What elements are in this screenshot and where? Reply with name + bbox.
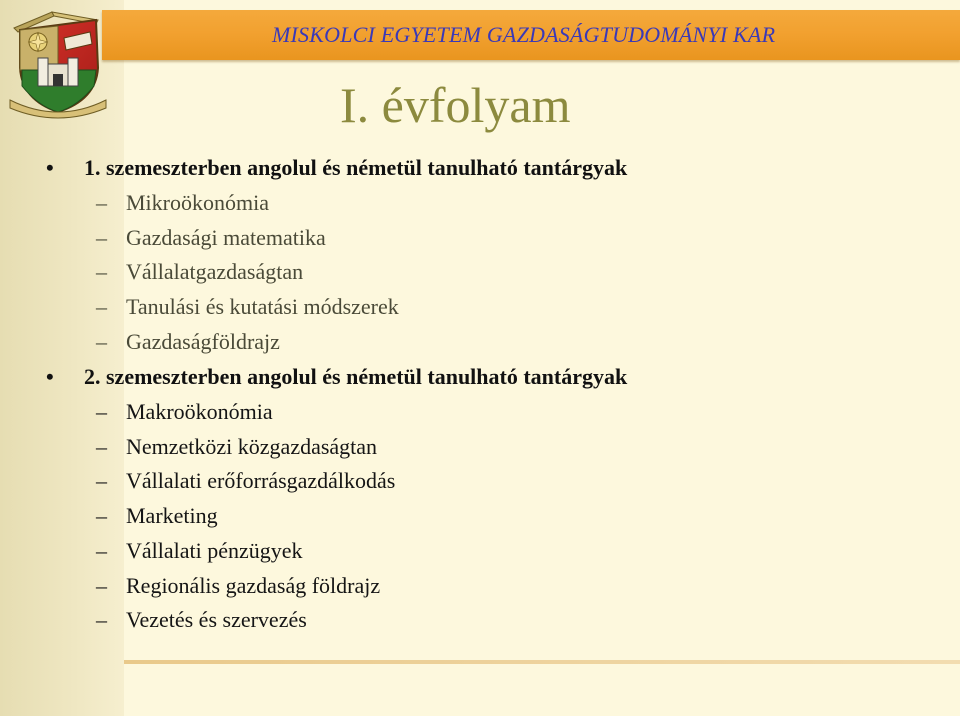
dash-icon: – [96, 190, 107, 215]
dash-icon: – [96, 294, 107, 319]
university-crest-icon [8, 8, 108, 120]
bullet-icon: • [46, 364, 54, 389]
heading-text: 1. szemeszterben angolul és németül tanulható tantárgyak [84, 155, 628, 180]
dash-icon: – [96, 607, 107, 632]
course-name: Marketing [126, 503, 218, 528]
dash-icon: – [96, 468, 107, 493]
heading-text: 2. szemeszterben angolul és németül tanulható tantárgyak [84, 364, 628, 389]
dash-icon: – [96, 225, 107, 250]
course-name: Mikroökonómia [126, 190, 269, 215]
slide-title: I. évfolyam [340, 77, 571, 133]
dash-icon: – [96, 434, 107, 459]
bullet-icon: • [46, 155, 54, 180]
course-name: Vállalatgazdaságtan [126, 259, 304, 284]
dash-icon: – [96, 399, 107, 424]
bottom-divider [124, 660, 960, 664]
dash-icon: – [96, 573, 107, 598]
course-name: Regionális gazdaság földrajz [126, 573, 381, 598]
course-name: Vállalati pénzügyek [126, 538, 303, 563]
dash-icon: – [96, 503, 107, 528]
course-name: Gazdaságföldrajz [126, 329, 280, 354]
course-name: Nemzetközi közgazdaságtan [126, 434, 378, 459]
dash-icon: – [96, 259, 107, 284]
course-name: Makroökonómia [126, 399, 273, 424]
course-name: Vezetés és szervezés [126, 607, 307, 632]
course-name: Gazdasági matematika [126, 225, 326, 250]
dash-icon: – [96, 329, 107, 354]
dash-icon: – [96, 538, 107, 563]
course-name: Tanulási és kutatási módszerek [126, 294, 399, 319]
university-name: MISKOLCI EGYETEM GAZDASÁGTUDOMÁNYI KAR [272, 22, 776, 47]
course-name: Vállalati erőforrásgazdálkodás [126, 468, 396, 493]
